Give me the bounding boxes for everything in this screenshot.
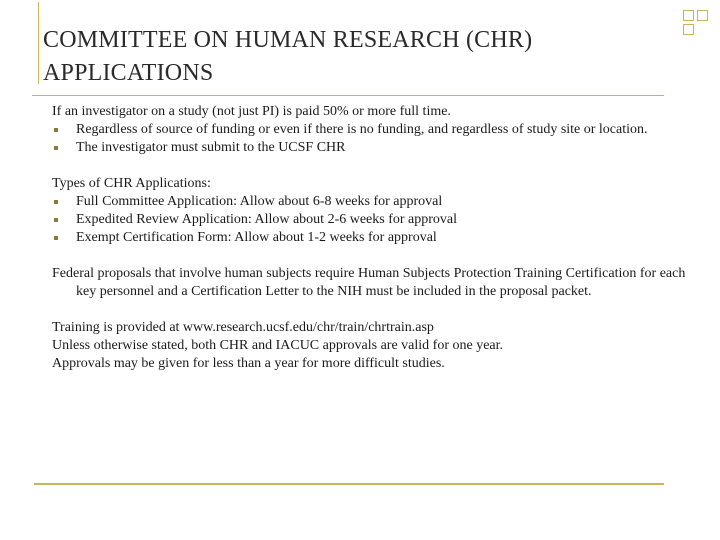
validity-line: Unless otherwise stated, both CHR and IACUC approvals are valid for one year. [52, 338, 504, 353]
list-item [52, 229, 707, 247]
shorter-approval-line: Approvals may be given for less than a year for more difficult studies. [52, 356, 445, 371]
decorative-square [697, 10, 708, 21]
slide-body [52, 103, 707, 373]
title-divider [32, 95, 664, 96]
investigator-bullets [52, 121, 707, 157]
list-item [52, 211, 707, 229]
list-item-text: Exempt Certification Form: Allow about 1-2 weeks for approval [76, 230, 437, 245]
list-item-text: The investigator must submit to the UCSF CHR [76, 140, 346, 155]
square-bullet-icon [54, 218, 58, 222]
square-bullet-icon [54, 146, 58, 150]
list-item-text: Full Committee Application: Allow about 6-8 weeks for approval [76, 194, 443, 209]
title-accent-line [38, 2, 39, 84]
square-bullet-icon [54, 200, 58, 204]
decorative-square [683, 24, 694, 35]
list-item-text: Regardless of source of funding or even if there is no funding, and regardless of study site or location. [76, 122, 648, 137]
square-bullet-icon [54, 236, 58, 240]
decorative-square [683, 10, 694, 21]
square-bullet-icon [54, 128, 58, 132]
application-types-heading: Types of CHR Applications: [52, 176, 211, 191]
slide-title: COMMITTEE ON HUMAN RESEARCH (CHR) APPLICATIONS [43, 27, 533, 86]
list-item-text: Expedited Review Application: Allow about 2-6 weeks for approval [76, 212, 458, 227]
list-item [52, 193, 707, 211]
footer-divider [34, 483, 664, 485]
list-item [52, 121, 707, 139]
application-types-bullets [52, 193, 707, 247]
notes-block [52, 319, 707, 373]
list-item [52, 139, 707, 157]
investigator-requirement: If an investigator on a study (not just PI) is paid 50% or more full time. [52, 104, 451, 119]
federal-proposals-paragraph: Federal proposals that involve human subjects require Human Subjects Protection Training Certification for each key personnel and a Certification Letter to the NIH must be included in the proposal packet. [52, 266, 686, 299]
training-url-line: Training is provided at www.research.ucsf.edu/chr/train/chrtrain.asp [52, 320, 434, 335]
